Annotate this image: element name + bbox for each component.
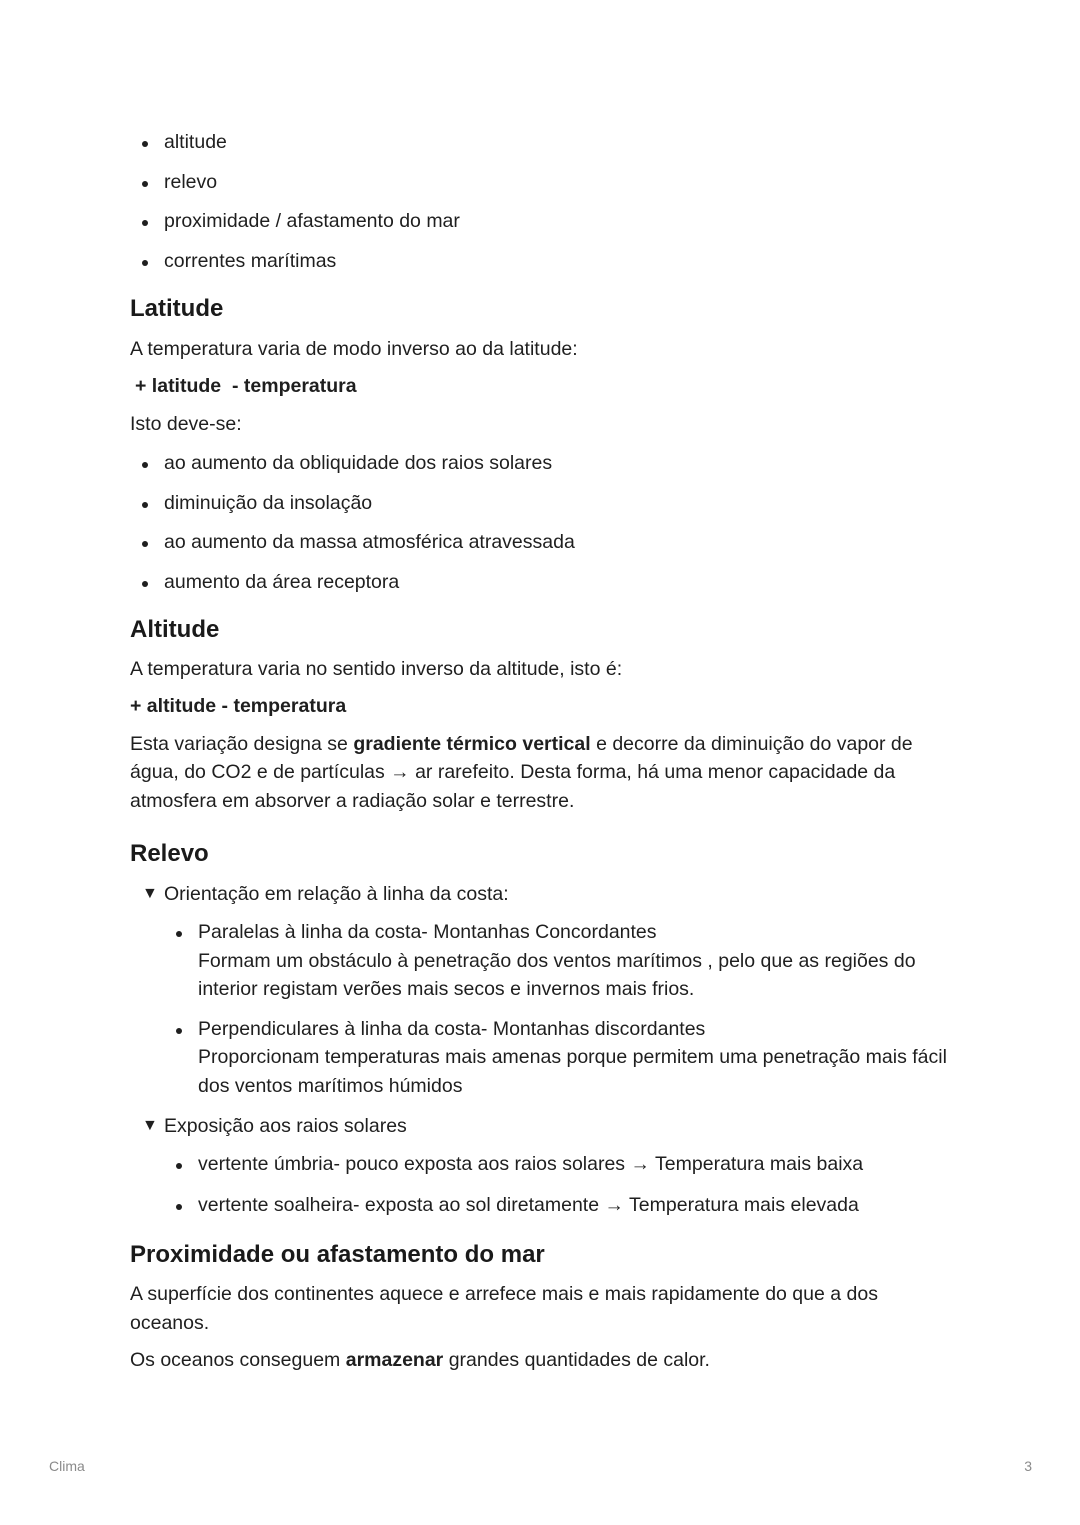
list-item: altitude [130, 128, 950, 156]
mar-p2 [130, 1346, 950, 1375]
bold-term: gradiente térmico vertical [353, 732, 591, 755]
footer-title: Clima [49, 1458, 85, 1474]
list-item: diminuição da insolação [130, 489, 950, 517]
bold-term: armazenar [345, 1349, 444, 1371]
altitude-explanation [130, 730, 950, 816]
list-item: vertente soalheira- exposta ao sol diretamente → Temperatura mais elevada [164, 1191, 950, 1220]
heading-altitude: Altitude [130, 615, 220, 643]
text-span: e decorre da diminuição do vapor de água, do CO2 e de partículas → ar rarefeito. Desta forma, há uma menor capacidade da atmosfera em absorver a radiação solar e terrestre. [130, 732, 913, 812]
latitude-rule: + latitude - temperatura [135, 375, 357, 397]
item-title: Perpendiculares à linha da costa- Montanhas discordantes [198, 1017, 706, 1040]
list-item: relevo [130, 168, 950, 196]
item-title: Paralelas à linha da costa- Montanhas Concordantes [198, 921, 657, 943]
list-item: ao aumento da obliquidade dos raios solares [130, 449, 950, 477]
item-description: Proporcionam temperaturas mais amenas porque permitem uma penetração mais fácil dos ventos marítimos húmidos [198, 1046, 947, 1097]
list-item: correntes marítimas [130, 247, 950, 275]
text-span: Esta variação designa se [130, 732, 354, 755]
heading-mar: Proximidade ou afastamento do mar [130, 1241, 545, 1268]
toggle-label: Exposição aos raios solares [164, 1115, 407, 1137]
list-item [164, 1015, 950, 1101]
list-item: aumento da área receptora [130, 568, 950, 596]
triangle-down-icon: ▼ [142, 885, 158, 902]
toggle-label: Orientação em relação à linha da costa: [164, 883, 509, 905]
mar-p1: A superfície dos continentes aquece e arrefece mais e mais rapidamente do que a dos oceanos. [130, 1283, 878, 1334]
latitude-intro: A temperatura varia de modo inverso ao da latitude: [130, 337, 578, 360]
list-item: vertente úmbria- pouco exposta aos raios solares → Temperatura mais baixa [164, 1150, 950, 1179]
altitude-intro: A temperatura varia no sentido inverso da altitude, isto é: [130, 657, 623, 680]
latitude-reason-intro: Isto deve-se: [130, 412, 242, 435]
heading-latitude: Latitude [130, 294, 224, 322]
item-description: Formam um obstáculo à penetração dos ventos marítimos , pelo que as regiões do interior registam verões mais secos e invernos mais frios. [198, 949, 916, 1000]
text-span: Os oceanos conseguem [130, 1349, 346, 1371]
list-item: ao aumento da massa atmosférica atravessada [130, 528, 950, 556]
heading-relevo: Relevo [130, 840, 209, 867]
page-content [130, 128, 950, 1375]
triangle-down-icon: ▼ [142, 1117, 158, 1134]
list-item [164, 918, 950, 1004]
latitude-reasons [130, 449, 950, 596]
list-item: proximidade / afastamento do mar [130, 207, 950, 235]
altitude-rule: + altitude - temperatura [130, 695, 347, 717]
exposicao-list [130, 1150, 950, 1219]
orientacao-list [130, 918, 950, 1100]
toggle-orientacao[interactable] [130, 880, 950, 908]
toggle-exposicao[interactable] [130, 1112, 950, 1140]
page-number: 3 [1024, 1458, 1032, 1474]
intro-list [130, 128, 950, 275]
text-span: grandes quantidades de calor. [443, 1349, 710, 1371]
